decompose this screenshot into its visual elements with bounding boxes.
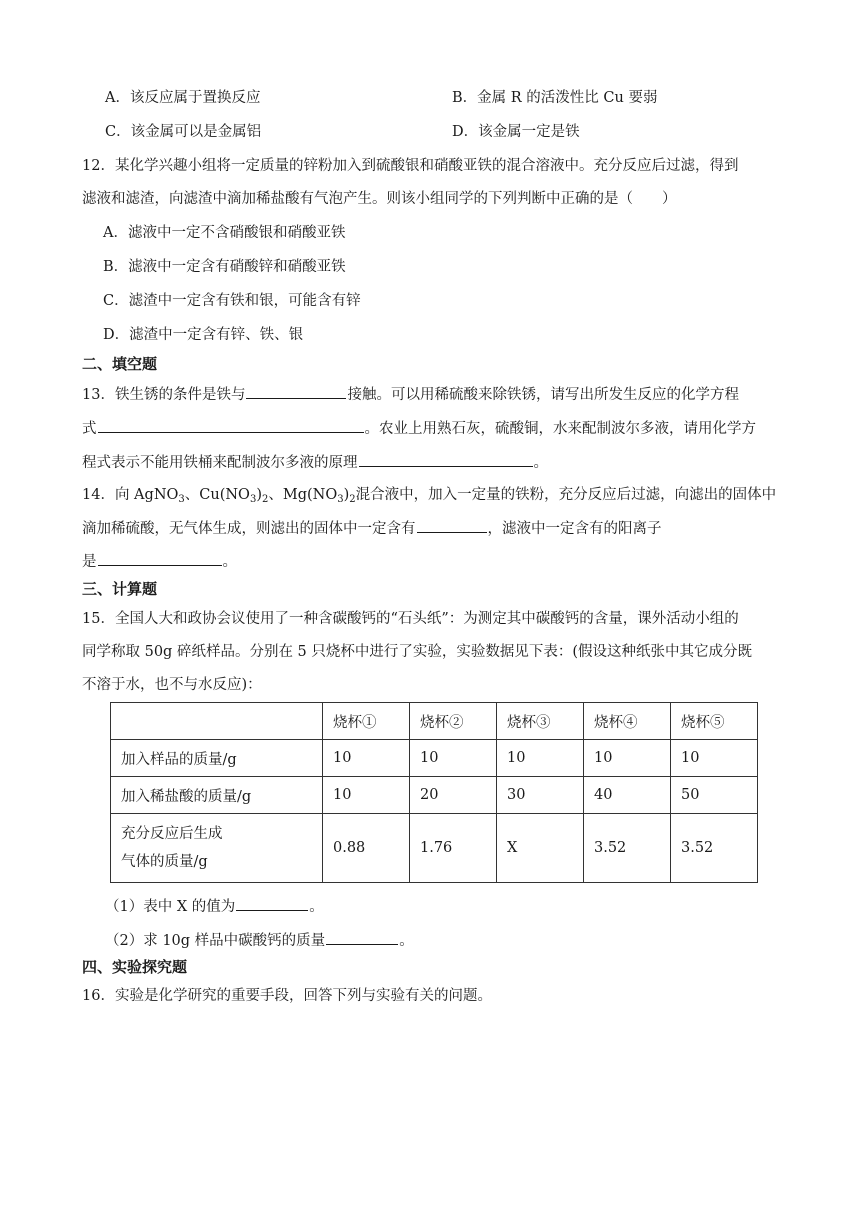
q14-blank-1[interactable] xyxy=(417,517,487,533)
q15-sub2 xyxy=(105,929,414,951)
subscript: 3 xyxy=(337,494,344,505)
q12-option-a: A．滤液中一定不含硝酸银和硝酸亚铁 xyxy=(103,225,346,241)
table-cell: 10 xyxy=(584,740,671,777)
q12-stem-line1: 12．某化学兴趣小组将一定质量的锌粉加入到硫酸银和硝酸亚铁的混合溶液中。充分反应后过滤，得到 xyxy=(82,158,739,174)
table-header-cell: 烧杯④ xyxy=(584,703,671,740)
q15-stem-line1: 15．全国人大和政协会议使用了一种含碳酸钙的“石头纸”：为测定其中碳酸钙的含量，课外活动小组的 xyxy=(82,611,739,627)
section-calculation: 三、计算题 xyxy=(82,580,158,598)
q12-option-c: C．滤渣中一定含有铁和银，可能含有锌 xyxy=(103,293,361,309)
table-cell: 加入稀盐酸的质量/g xyxy=(111,777,323,814)
table-cell: 0.88 xyxy=(323,814,410,883)
table-header-cell xyxy=(111,703,323,740)
q13-line2 xyxy=(82,417,756,439)
table-header-cell: 烧杯③ xyxy=(497,703,584,740)
q13-text-e: 程式表示不能用铁桶来配制波尔多液的原理 xyxy=(82,455,358,471)
q12-option-b: B．滤液中一定含有硝酸锌和硝酸亚铁 xyxy=(103,259,346,275)
q15-stem-line3: 不溶于水，也不与水反应)： xyxy=(82,677,262,693)
q14-line2 xyxy=(82,517,662,539)
q15-blank-2[interactable] xyxy=(326,929,398,945)
table-row xyxy=(111,740,758,777)
subscript: 3 xyxy=(178,494,185,505)
experiment-data-table xyxy=(110,702,758,883)
table-header-cell: 烧杯② xyxy=(410,703,497,740)
q13-text-b: 接触。可以用稀硫酸来除铁锈，请写出所发生反应的化学方程 xyxy=(347,387,739,403)
table-cell: 3.52 xyxy=(671,814,758,883)
table-cell: 10 xyxy=(323,777,410,814)
q11-option-b: B．金属 R 的活泼性比 Cu 要弱 xyxy=(452,90,658,106)
subscript: 2 xyxy=(349,494,356,505)
q14-text: ) xyxy=(256,487,262,503)
table-cell: 40 xyxy=(584,777,671,814)
subscript: 3 xyxy=(249,494,257,505)
q13-text-d: 。农业上用熟石灰，硫酸铜，水来配制波尔多液，请用化学方 xyxy=(364,421,756,437)
gas-mass-label-line1: 充分反应后生成 xyxy=(121,826,223,842)
section-fill-in: 二、填空题 xyxy=(82,355,158,373)
q13-text-a: 13．铁生锈的条件是铁与 xyxy=(82,387,246,403)
q11-option-a: A．该反应属于置换反应 xyxy=(105,90,261,106)
gas-mass-label-line2: 气体的质量/g xyxy=(121,854,208,870)
q15-stem-line2: 同学称取 50g 碎纸样品。分别在 5 只烧杯中进行了实验，实验数据见下表：(假设这种纸张中其它成分既 xyxy=(82,644,753,660)
q13-blank-1[interactable] xyxy=(246,383,346,399)
table-cell: 50 xyxy=(671,777,758,814)
table-cell xyxy=(111,814,323,883)
q15-sub1-end: 。 xyxy=(309,899,324,915)
section-experiment: 四、实验探究题 xyxy=(82,958,188,976)
q16-stem: 16．实验是化学研究的重要手段，回答下列与实验有关的问题。 xyxy=(82,988,492,1004)
table-cell: 10 xyxy=(497,740,584,777)
table-cell: 20 xyxy=(410,777,497,814)
q14-text-g: 滴加稀硫酸，无气体生成，则滤出的固体中一定含有 xyxy=(82,521,416,537)
table-cell: 3.52 xyxy=(584,814,671,883)
q14-text-h: ，滤液中一定含有的阳离子 xyxy=(487,521,662,537)
table-cell: 10 xyxy=(323,740,410,777)
q14-line3 xyxy=(82,550,237,572)
q15-sub2-text: （2）求 10g 样品中碳酸钙的质量 xyxy=(105,933,326,949)
q13-blank-3[interactable] xyxy=(359,451,533,467)
q15-sub1 xyxy=(105,895,324,917)
table-cell: 1.76 xyxy=(410,814,497,883)
q13-text-f: 。 xyxy=(533,455,548,471)
q13-text-c: 式 xyxy=(82,421,97,437)
q14-line1 xyxy=(82,485,776,505)
q14-text-i: 是 xyxy=(82,554,97,570)
q14-text-j: 。 xyxy=(222,554,237,570)
q14-blank-2[interactable] xyxy=(98,550,222,566)
q12-option-d: D．滤渣中一定含有锌、铁、银 xyxy=(103,327,304,343)
q15-sub2-end: 。 xyxy=(399,933,414,949)
q14-text: ) xyxy=(343,487,350,503)
table-row xyxy=(111,777,758,814)
table-cell: 10 xyxy=(410,740,497,777)
q11-option-d: D．该金属一定是铁 xyxy=(452,124,580,140)
q14-text: 14．向 AgNO xyxy=(82,487,179,503)
table-row xyxy=(111,814,758,883)
subscript: 2 xyxy=(261,494,269,505)
table-header-row xyxy=(111,703,758,740)
q14-text: 、Mg(NO xyxy=(268,487,338,503)
q13-line3 xyxy=(82,451,548,473)
table-header-cell: 烧杯⑤ xyxy=(671,703,758,740)
q14-text: 混合液中，加入一定量的铁粉，充分反应后过滤，向滤出的固体中 xyxy=(355,487,777,503)
q12-stem-line2: 滤液和滤渣，向滤渣中滴加稀盐酸有气泡产生。则该小组同学的下列判断中正确的是（ ） xyxy=(82,191,677,207)
q15-sub1-text: （1）表中 X 的值为 xyxy=(105,899,236,915)
q14-text: 、Cu(NO xyxy=(184,487,250,503)
table-cell: 加入样品的质量/g xyxy=(111,740,323,777)
q15-blank-1[interactable] xyxy=(236,895,308,911)
table-cell: 10 xyxy=(671,740,758,777)
table-cell: 30 xyxy=(497,777,584,814)
q13-blank-2[interactable] xyxy=(98,417,364,433)
table-cell: X xyxy=(497,814,584,883)
q11-option-c: C．该金属可以是金属铝 xyxy=(105,124,262,140)
table-header-cell: 烧杯① xyxy=(323,703,410,740)
q13-line1 xyxy=(82,383,739,405)
